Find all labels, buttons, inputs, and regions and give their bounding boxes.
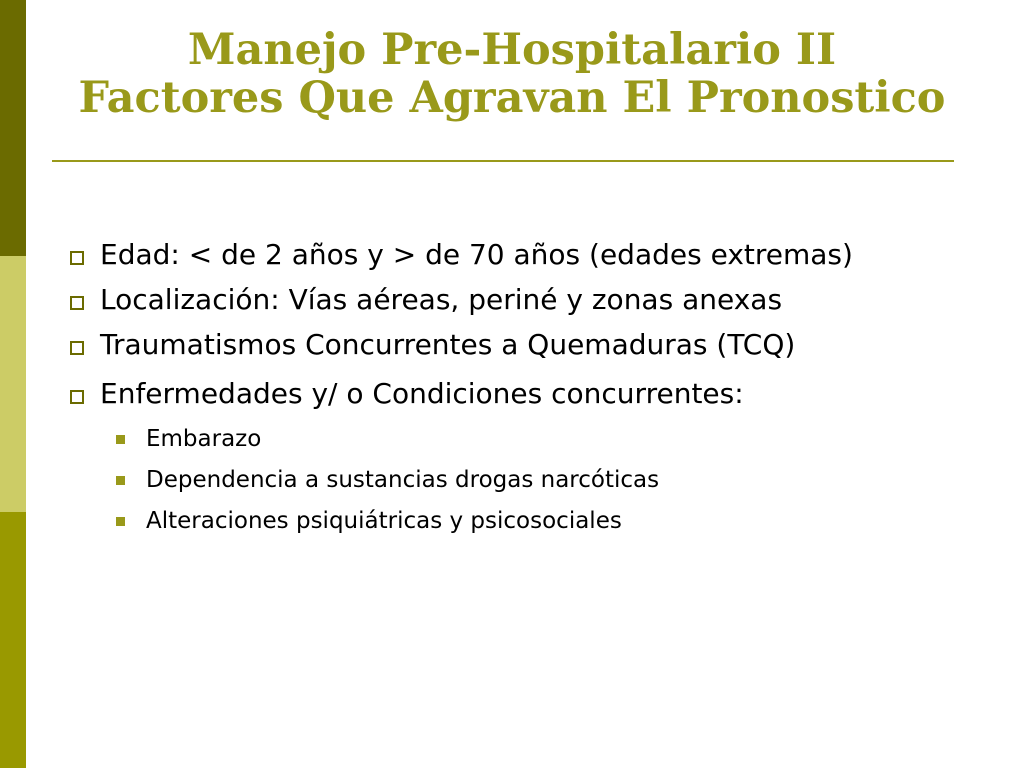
subbullet-text: Alteraciones psiquiátricas y psicosociales xyxy=(146,508,622,534)
subbullet-item-drug-dependence xyxy=(60,463,980,497)
bullet-item-conditions xyxy=(60,375,980,412)
bullet-text: Enfermedades y/ o Condiciones concurrentes: xyxy=(100,377,744,410)
hollow-square-bullet-icon xyxy=(70,390,84,404)
bullet-text: Traumatismos Concurrentes a Quemaduras (TCQ) xyxy=(100,328,796,361)
slide-title-line-2: Factores Que Agravan El Pronostico xyxy=(78,73,946,123)
bullet-item-age xyxy=(60,236,980,273)
slide-title xyxy=(52,26,972,122)
filled-square-bullet-icon xyxy=(116,476,125,485)
slide-body xyxy=(60,236,980,545)
subbullet-item-pregnancy xyxy=(60,422,980,456)
hollow-square-bullet-icon xyxy=(70,296,84,310)
filled-square-bullet-icon xyxy=(116,435,125,444)
bullet-text: Localización: Vías aéreas, periné y zonas anexas xyxy=(100,283,783,316)
title-divider xyxy=(52,160,954,162)
bullet-item-location xyxy=(60,281,980,318)
filled-square-bullet-icon xyxy=(116,517,125,526)
bullet-text: Edad: < de 2 años y > de 70 años (edades extremas) xyxy=(100,238,853,271)
hollow-square-bullet-icon xyxy=(70,251,84,265)
subbullet-text: Dependencia a sustancias drogas narcóticas xyxy=(146,467,660,493)
subbullet-text: Embarazo xyxy=(146,426,262,452)
sidebar-band-middle xyxy=(0,256,26,512)
subbullet-item-psychiatric xyxy=(60,504,980,538)
sidebar-band-bottom xyxy=(0,512,26,768)
slide-title-line-1: Manejo Pre-Hospitalario II xyxy=(187,25,837,75)
hollow-square-bullet-icon xyxy=(70,341,84,355)
bullet-item-trauma xyxy=(60,326,980,363)
sidebar-band-top xyxy=(0,0,26,256)
